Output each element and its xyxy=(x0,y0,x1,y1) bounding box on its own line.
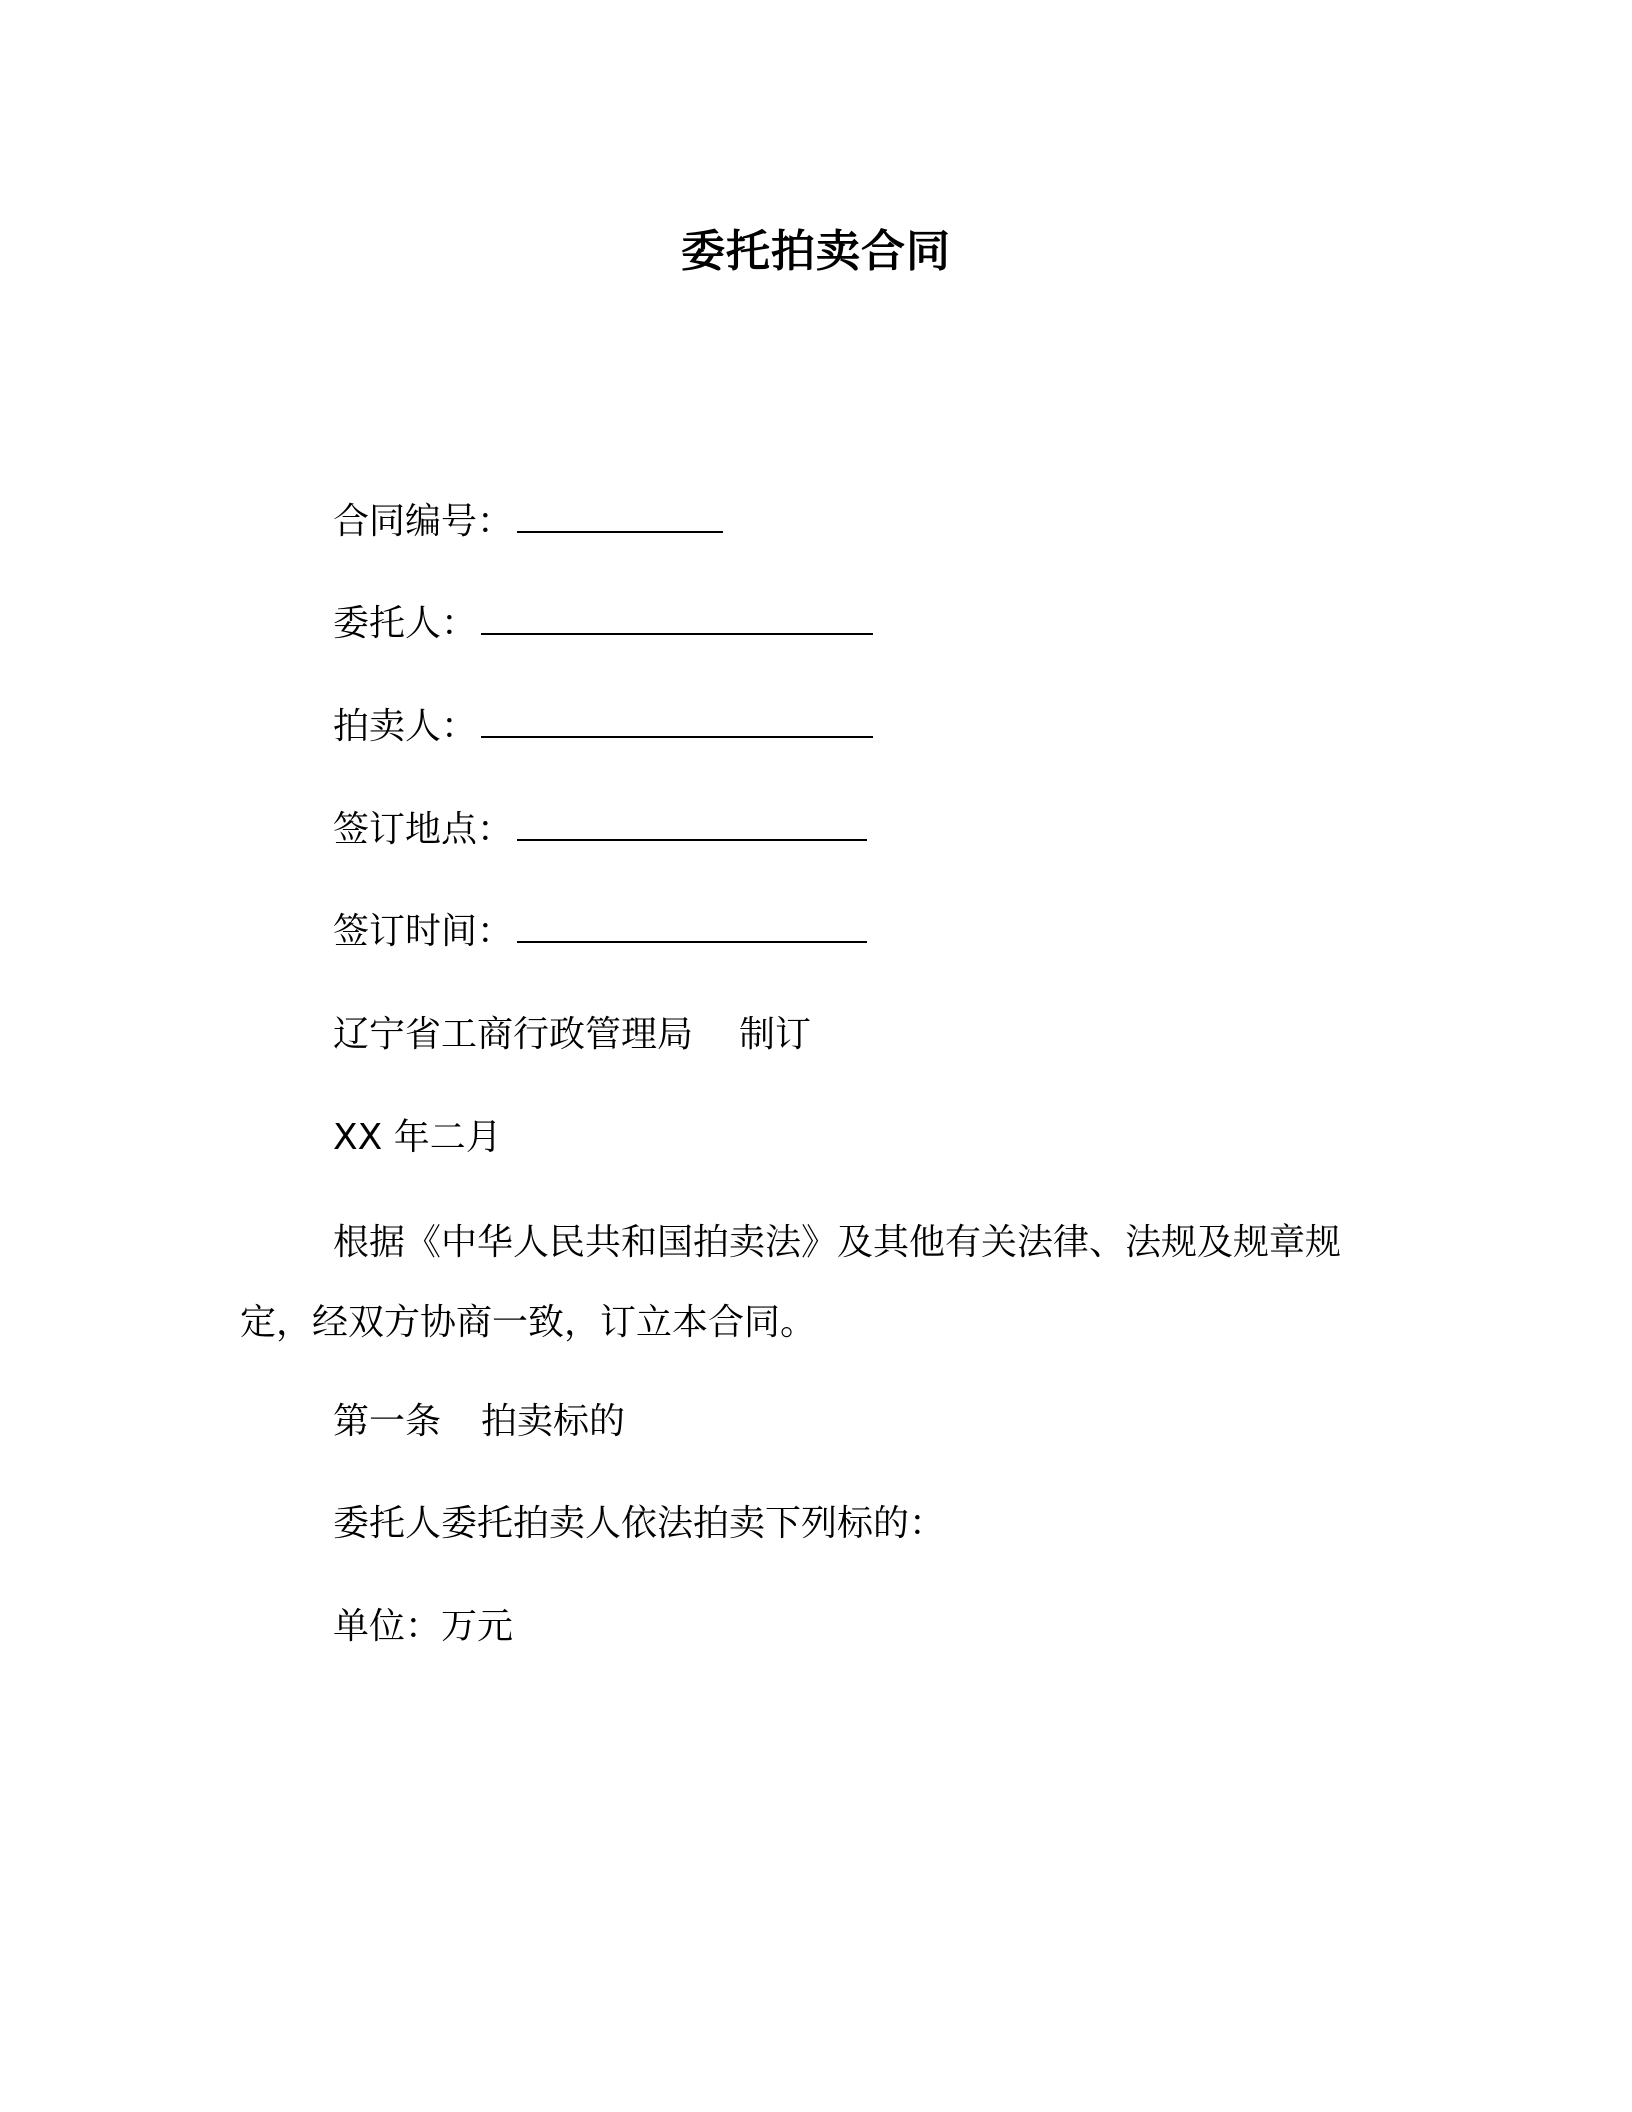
auctioneer-field xyxy=(333,703,873,751)
sign-time-field xyxy=(333,908,867,956)
contract-number-blank[interactable] xyxy=(517,501,723,533)
sign-place-label: 签订地点： xyxy=(333,809,514,850)
unit-line: 单位：万元 xyxy=(333,1606,514,1647)
sign-time-label: 签订时间： xyxy=(333,911,514,952)
issuer-action: 制订 xyxy=(739,1014,812,1055)
issuer-line xyxy=(333,1011,811,1059)
client-field xyxy=(333,600,873,648)
sign-place-blank[interactable] xyxy=(517,809,867,841)
issuer-org: 辽宁省工商行政管理局 xyxy=(333,1014,694,1055)
intro-paragraph xyxy=(240,1203,1390,1363)
intro-text: 根据《中华人民共和国拍卖法》及其他有关法律、法规及规章规定，经双方协商一致，订立本合同。 xyxy=(240,1222,1342,1343)
article-1-number: 第一条 xyxy=(333,1401,442,1442)
article-1-title: 拍卖标的 xyxy=(481,1401,626,1442)
sign-time-blank[interactable] xyxy=(517,911,867,943)
client-blank[interactable] xyxy=(481,603,873,635)
auctioneer-label: 拍卖人： xyxy=(333,706,478,747)
document-date: XX 年二月 xyxy=(333,1117,502,1158)
document-title: 委托拍卖合同 xyxy=(681,226,951,277)
article-1-heading xyxy=(333,1398,625,1446)
contract-number-field xyxy=(333,498,723,546)
auctioneer-blank[interactable] xyxy=(481,706,873,738)
contract-number-label: 合同编号： xyxy=(333,501,514,542)
article-1-text: 委托人委托拍卖人依法拍卖下列标的： xyxy=(333,1503,946,1544)
sign-place-field xyxy=(333,806,867,854)
client-label: 委托人： xyxy=(333,603,478,644)
